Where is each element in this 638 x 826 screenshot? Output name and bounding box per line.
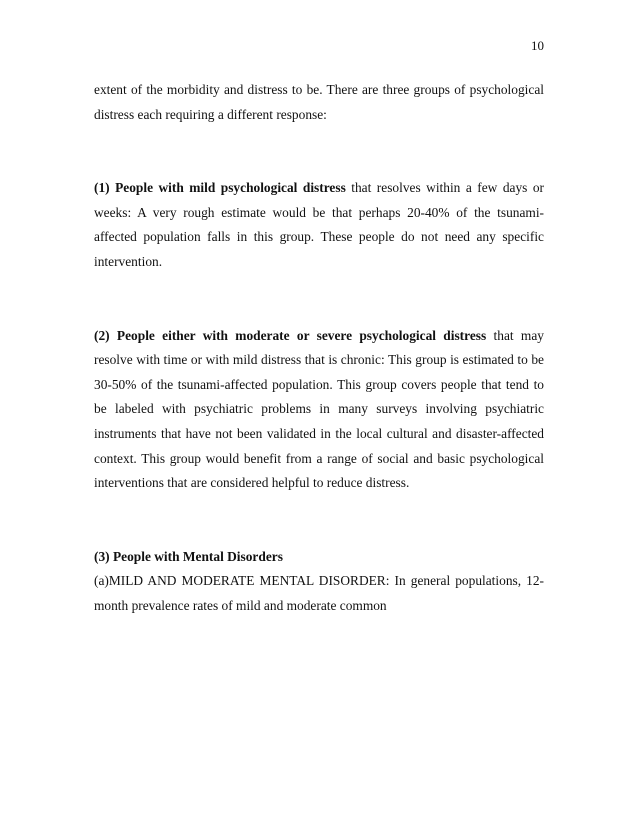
page-number: 10 bbox=[531, 38, 544, 53]
group1-paragraph bbox=[94, 176, 544, 274]
document-body bbox=[94, 78, 544, 619]
group1-heading: (1) People with mild psychological distress bbox=[94, 180, 346, 196]
group3-paragraph: (a)MILD AND MODERATE MENTAL DISORDER: In general populations, 12-month prevalence rates of mild and moderate common bbox=[94, 573, 544, 613]
group2-heading: (2) People either with moderate or severe psychological distress bbox=[94, 327, 487, 343]
spacer bbox=[94, 275, 544, 324]
spacer bbox=[94, 127, 544, 176]
group2-text: that may resolve with time or with mild distress that is chronic: This group is estimated to be 30-50% of the tsunami-affected population. This group covers people that tend to be labeled with psychiatric problems in many surveys involving psychiatric instruments that have not been validated in the local cultural and disaster-affected context. This group would benefit from a range of social and basic psychological interventions that are considered helpful to reduce distress. bbox=[94, 327, 544, 491]
intro-paragraph: extent of the morbidity and distress to be. There are three groups of psychological distress each requiring a different response: bbox=[94, 82, 544, 122]
group2-paragraph bbox=[94, 324, 544, 496]
group3-heading: (3) People with Mental Disorders bbox=[94, 548, 283, 564]
group1-text: that resolves within a few days or weeks: A very rough estimate would be that perhaps 20-40% of the tsunami-affected population falls in this group. These people do not need any specific intervention. bbox=[94, 180, 544, 269]
spacer bbox=[94, 496, 544, 545]
